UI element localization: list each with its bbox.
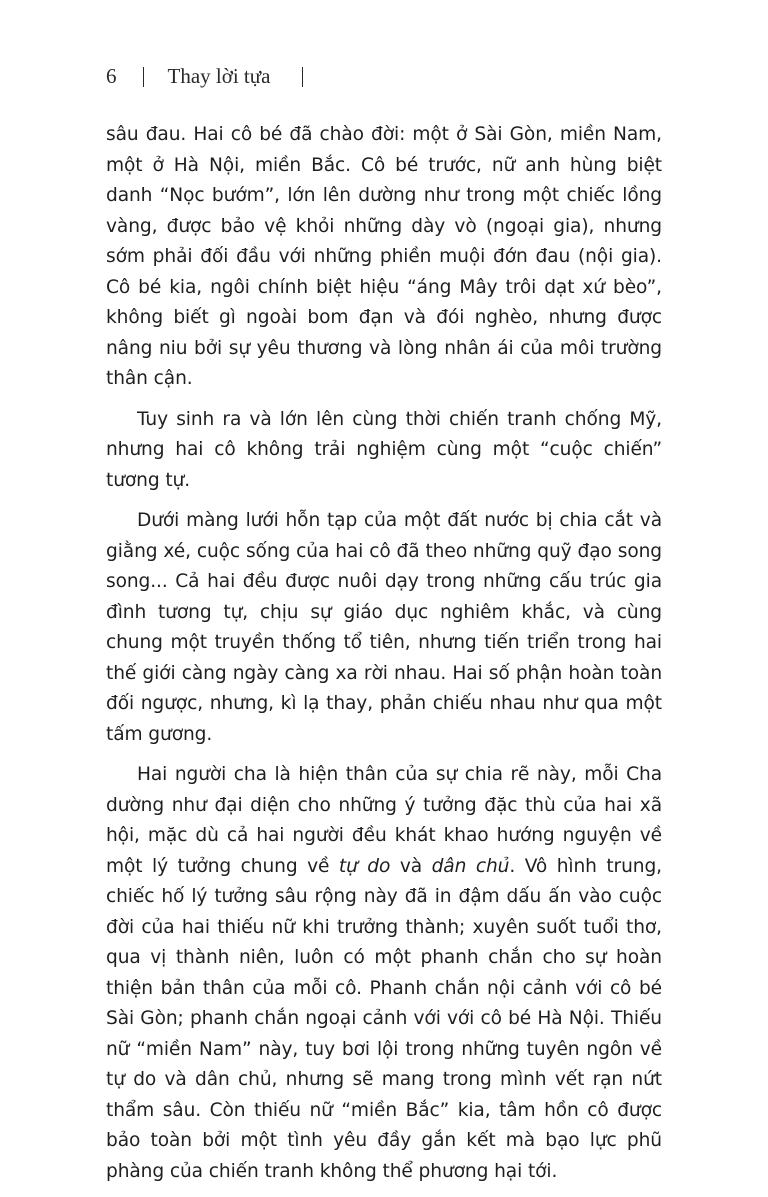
chapter-title: Thay lời tựa bbox=[167, 64, 271, 88]
running-header bbox=[106, 64, 303, 89]
paragraph-4-text-a: Hai người cha là hiện thân của sự chia rẽ này, mỗi Cha dường như đại diện cho những ý tưởng đặc thù của hai xã hội, mặc dù cả hai người đều khát khao hướng nguyện về một lý tưởng chung về bbox=[106, 764, 662, 877]
emphasis-tu-do: tự do bbox=[338, 855, 391, 877]
page-number: 6 bbox=[106, 64, 117, 88]
emphasis-dan-chu: dân chủ bbox=[431, 855, 510, 877]
paragraph-2: Tuy sinh ra và lớn lên cùng thời chiến tranh chống Mỹ, nhưng hai cô không trải nghiệm cùng một “cuộc chiến” tương tự. bbox=[106, 408, 662, 491]
paragraph-4 bbox=[106, 760, 662, 1187]
header-divider bbox=[143, 67, 144, 87]
body-text bbox=[106, 120, 662, 1197]
paragraph-1: sâu đau. Hai cô bé đã chào đời: một ở Sài Gòn, miền Nam, một ở Hà Nội, miền Bắc. Cô bé trước, nữ anh hùng biệt danh “Nọc bướm”, lớn lên dường như trong một chiếc lồng vàng, được bảo vệ khỏi những dày vò (ngoại gia), nhưng sớm phải đối đầu với những phiền muội đớn đau (nội gia). Cô bé kia, ngôi chính biệt hiệu “áng Mây trôi dạt xứ bèo”, không biết gì ngoài bom đạn và đói nghèo, nhưng được nâng niu bởi sự yêu thương và lòng nhân ái của môi trường thân cận. bbox=[106, 124, 662, 389]
paragraph-4-text-b: và bbox=[390, 855, 432, 877]
header-divider-end bbox=[302, 67, 303, 87]
paragraph-4-text-c: . Vô hình trung, chiếc hố lý tưởng sâu rộng này đã in đậm dấu ấn vào cuộc đời của hai thiếu nữ khi trưởng thành; xuyên suốt tuổi thơ, qua vị thành niên, luôn có một phanh chắn cho sự hoàn thiện bản thân của mỗi cô. Phanh chắn nội cảnh với cô bé Sài Gòn; phanh chắn ngoại cảnh với với cô bé Hà Nội. Thiếu nữ “miền Nam” này, tuy bơi lội trong những tuyên ngôn về tự do và dân chủ, nhưng sẽ mang trong mình vết rạn nứt thẩm sâu. Còn thiếu nữ “miền Bắc” kia, tâm hồn cô được bảo toàn bởi một tình yêu đầy gắn kết mà bạo lực phũ phàng của chiến tranh không thể phương hại tới. bbox=[106, 855, 662, 1182]
paragraph-3: Dưới màng lưới hỗn tạp của một đất nước bị chia cắt và giằng xé, cuộc sống của hai cô đã theo những quỹ đạo song song... Cả hai đều được nuôi dạy trong những cấu trúc gia đình tương tự, chịu sự giáo dục nghiêm khắc, và cùng chung một truyền thống tổ tiên, nhưng tiến triển trong hai thế giới càng ngày càng xa rời nhau. Hai số phận hoàn toàn đối ngược, nhưng, kì lạ thay, phản chiếu nhau như qua một tấm gương. bbox=[106, 510, 662, 745]
